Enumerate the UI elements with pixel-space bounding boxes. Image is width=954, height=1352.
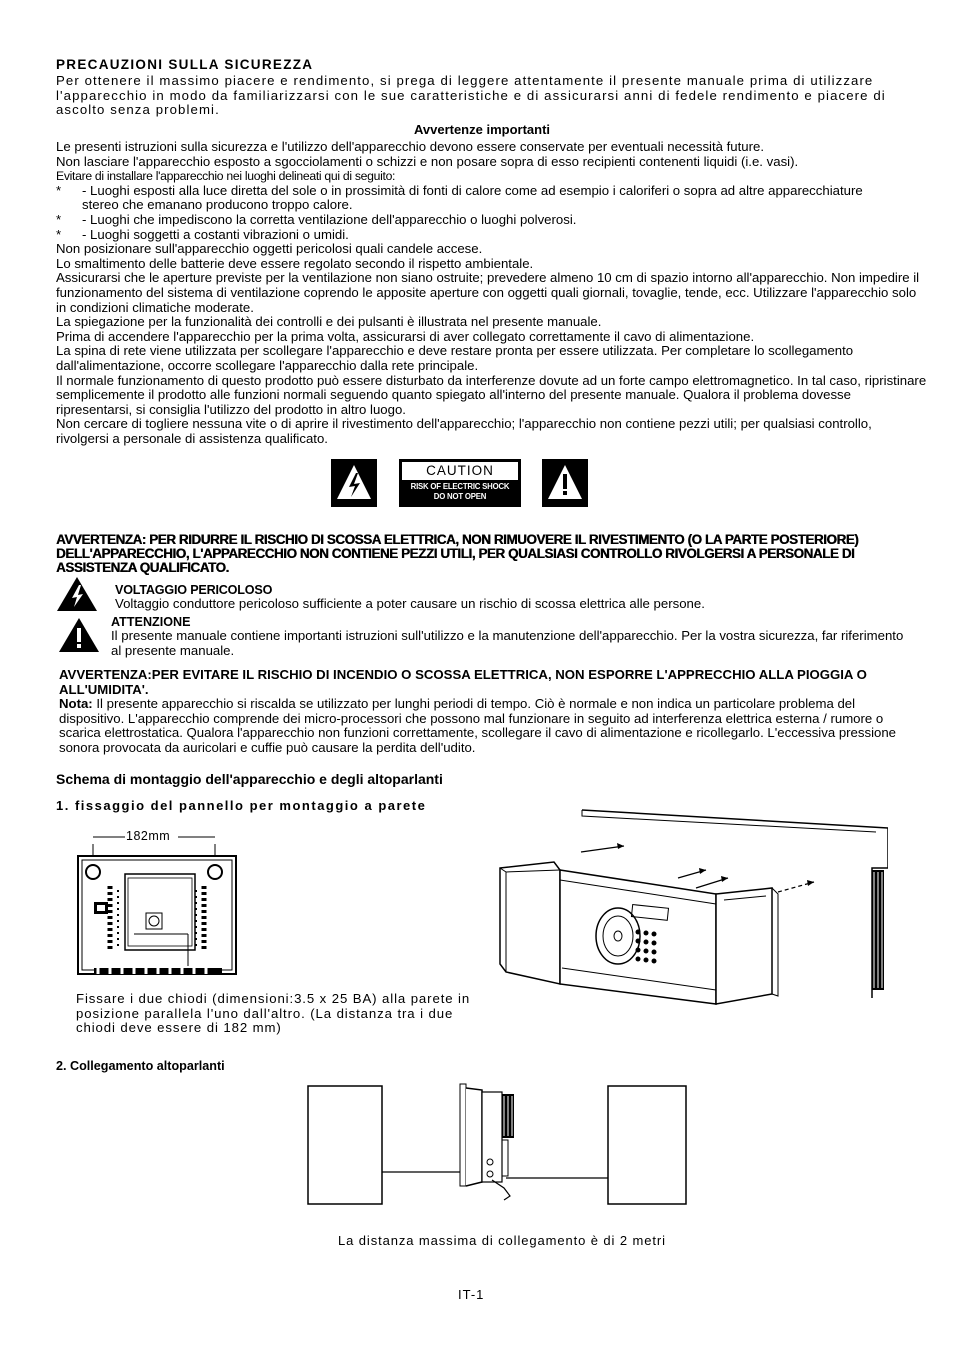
important-p1: Le presenti istruzioni sulla sicurezza e l'utilizzo dell'apparecchio devono essere conservate per eventuali necessità future. bbox=[56, 139, 765, 154]
voltage-symbol-icon bbox=[56, 576, 98, 612]
paragraph: Il normale funzionamento di questo prodotto può essere disturbato da interferenze dovute ad un forte campo elettromagnetico. In tal caso, ripristinare semplicemente il prodotto alle funzioni normali seguendo quanto spiegato all'interno del presente manuale. Qualora il problema dovesse ripresentarsi, si consiglia l'utilizzo del prodotto in altro luogo. bbox=[56, 372, 927, 417]
page-number: IT-1 bbox=[458, 1287, 485, 1302]
paragraph: Non posizionare sull'apparecchio oggetti pericolosi quali candele accese. bbox=[56, 241, 483, 257]
step2-label: 2. Collegamento altoparlanti bbox=[56, 1059, 225, 1073]
wall-mounted-unit-illustration bbox=[496, 808, 888, 1014]
warning-electric-shock: AVVERTENZA: PER RIDURRE IL RISCHIO DI SCOSSA ELETTRICA, NON RIMUOVERE IL RIVESTIMENTO (O LA PARTE POSTERIORE) DELL'APPARECCHIO, L'APPARECCHIO NON CONTIENE PEZZI UTILI, PER QUALSIASI CONTROLLO RIVOLGERSI A PERSONALE DI ASSISTENZA QUALIFICATO. bbox=[56, 532, 859, 576]
mounting-heading: Schema di montaggio dell'apparecchio e degli altoparlanti bbox=[56, 771, 443, 787]
attention-title: ATTENZIONE bbox=[111, 615, 191, 629]
voltage-title: VOLTAGGIO PERICOLOSO bbox=[115, 583, 273, 597]
paragraph: Assicurarsi che le aperture previste per la ventilazione non siano ostruite; prevedere almeno 10 cm di spazio intorno all'apparecchio. Non impedire il funzionamento del sistema di ventilazione coprendo le apposite aperture con oggetti quali giornali, tovaglie, tende, ecc. Utilizzare l'apparecchio solo in condizioni climatiche moderate. bbox=[56, 270, 920, 315]
step1-label: 1. fissaggio del pannello per montaggio a parete bbox=[56, 798, 427, 813]
caution-label-line1: RISK OF ELECTRIC SHOCK bbox=[410, 482, 510, 491]
important-p3: Evitare di installare l'apparecchio nei luoghi delineati qui di seguito: bbox=[56, 169, 396, 184]
list-item: * - Luoghi che impediscono la corretta ventilazione dell'apparecchio o luoghi polverosi. bbox=[56, 211, 577, 227]
page-title: PRECAUZIONI SULLA SICUREZZA bbox=[56, 57, 314, 72]
speaker-connection-illustration bbox=[306, 1082, 690, 1208]
paragraph: Non cercare di togliere nessuna vite o di aprire il rivestimento dell'apparecchio; l'apparecchio non contiene pezzi utili; per qualsiasi controllo, rivolgersi a personale di assistenza qualificato. bbox=[56, 416, 872, 446]
list-item: * - Luoghi esposti alla luce diretta del sole o in prossimità di fonti di calore come ad esempio i caloriferi o sopra ad altre apparecchiature stereo che emanano producono troppo calore. bbox=[56, 182, 863, 213]
caution-label-line2: DO NOT OPEN bbox=[433, 492, 487, 501]
mounting-caption: Fissare i due chiodi (dimensioni:3.5 x 25 BA) alla parete in posizione parallela l'uno dall'altro. (La distanza tra i due chiodi deve essere di 182 mm) bbox=[76, 991, 471, 1036]
note-label: Nota: bbox=[59, 696, 93, 711]
paragraph: La spiegazione per la funzionalità dei controlli e dei pulsanti è illustrata nel presente manuale. bbox=[56, 314, 602, 330]
important-section bbox=[56, 140, 928, 446]
important-heading: Avvertenze importanti bbox=[413, 122, 551, 137]
dimension-label: 182mm bbox=[126, 829, 171, 843]
important-p2: Non lasciare l'apparecchio esposto a sgocciolamenti o schizzi e non posare sopra di esso recipienti contenenti liquidi (i.e. vasi). bbox=[56, 153, 799, 169]
warning-rain: AVVERTENZA:PER EVITARE IL RISCHIO DI INCENDIO O SCOSSA ELETTRICA, NON ESPORRE L'APPRECCHIO ALLA PIOGGIA O ALL'UMIDITA'. bbox=[59, 667, 867, 697]
paragraph: La spina di rete viene utilizzata per scollegare l'apparecchio e deve restare pronta per essere utilizzata. Per completare lo scollegamento dall'alimentazione, occorre scollegare l'apparecchio dalla rete principale. bbox=[56, 343, 854, 373]
attention-text: Il presente manuale contiene importanti istruzioni sull'utilizzo e la manutenzione dell'apparecchio. Per la vostra sicurezza, far riferimento al presente manuale. bbox=[111, 628, 904, 658]
list-item: * - Luoghi soggetti a costanti vibrazioni o umidi. bbox=[56, 226, 349, 242]
exclamation-warning-icon bbox=[542, 459, 588, 507]
paragraph: Prima di accendere l'apparecchio per la prima volta, assicurarsi di aver collegato correttamente il cavo di alimentazione. bbox=[56, 328, 755, 344]
speaker-caption: La distanza massima di collegamento è di 2 metri bbox=[338, 1233, 666, 1248]
note-paragraph bbox=[59, 697, 909, 755]
attention-symbol-icon bbox=[58, 617, 100, 653]
lightning-warning-icon bbox=[331, 459, 377, 507]
paragraph: Lo smaltimento delle batterie deve essere regolato secondo il rispetto ambientale. bbox=[56, 255, 534, 271]
intro-paragraph: Per ottenere il massimo piacere e rendimento, si prega di leggere attentamente il presente manuale prima di utilizzare l'apparecchio in modo da familiarizzarsi con le sue caratteristiche e di assicurarsi anni di fedele rendimento e piacere di ascolto senza problemi. bbox=[56, 73, 886, 118]
caution-label-title: CAUTION bbox=[402, 462, 518, 480]
note-text: Il presente apparecchio si riscalda se utilizzato per lunghi periodi di tempo. Ciò è normale e non indica un particolare problema del dispositivo. L'apparecchio comprende dei micro-processori che possono mal funzionare in seguito ad interferenza elettrica esterna / rumore o scarica elettrostatica. Qualora l'apparecchio non funzioni correttamente, scollegare il cavo di alimentazione e ricollegarlo. L'eccessiva pressione sonora provocata da auricolari e cuffie può causare la perdita dell'udito. bbox=[59, 696, 897, 755]
voltage-text: Voltaggio conduttore pericoloso sufficiente a poter causare un rischio di scossa elettrica alle persone. bbox=[115, 596, 705, 611]
caution-label bbox=[399, 459, 521, 507]
back-panel-illustration bbox=[70, 826, 246, 982]
